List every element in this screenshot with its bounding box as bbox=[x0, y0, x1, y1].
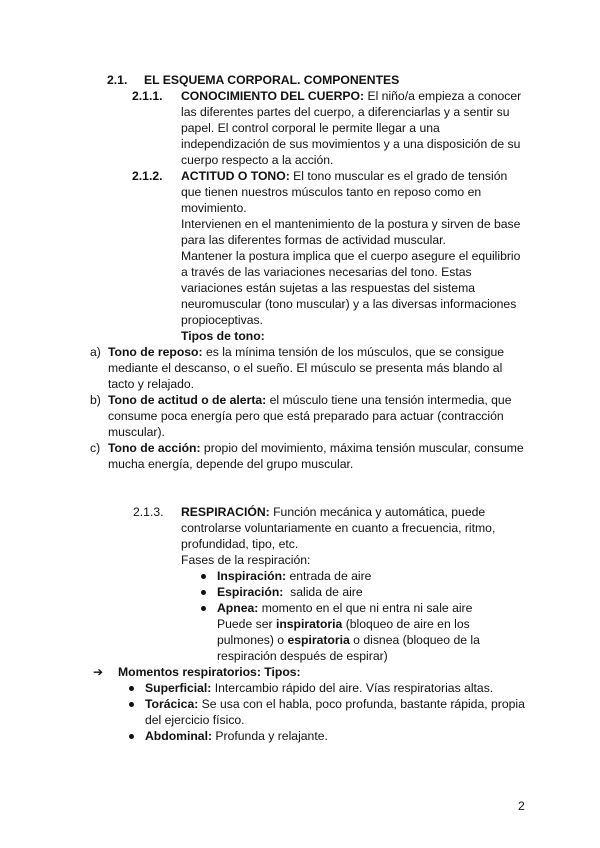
fase-term: Inspiración: bbox=[217, 569, 287, 583]
momento-term: Superficial: bbox=[145, 681, 212, 695]
section-title: EL ESQUEMA CORPORAL. COMPONENTES bbox=[144, 73, 400, 87]
paragraph-line: neuromuscular (tono muscular) y a las diversas informaciones bbox=[181, 297, 517, 311]
subsection-213-number: 2.1.3. bbox=[133, 505, 164, 519]
apnea-term: inspiratoria bbox=[275, 617, 343, 631]
apnea-text: (bloqueo de aire en los bbox=[342, 617, 470, 631]
apnea-detail-line: respiración después de espirar) bbox=[217, 649, 388, 663]
page-number: 2 bbox=[518, 799, 525, 813]
momento-item-continuation: del ejercicio físico. bbox=[145, 713, 245, 727]
bullet-icon bbox=[129, 702, 134, 707]
bullet-icon bbox=[129, 686, 134, 691]
paragraph-line: controlarse voluntariamente en cuanto a frecuencia, ritmo, bbox=[181, 521, 496, 535]
fase-item bbox=[217, 600, 472, 616]
list-item-line: consume poca energía pero que está preparado para actuar (contracción bbox=[108, 409, 504, 423]
list-item-term: Tono de acción: bbox=[108, 441, 201, 455]
subsection-213-heading: RESPIRACIÓN: bbox=[181, 505, 270, 519]
fase-item bbox=[217, 568, 371, 584]
paragraph-line: Intervienen en el mantenimiento de la postura y sirven de base bbox=[181, 217, 521, 231]
subsection-211-intro: El niño/a empieza a conocer bbox=[364, 89, 522, 103]
paragraph-line: a través de las variaciones necesarias del tono. Estas bbox=[181, 265, 472, 279]
momento-item bbox=[145, 680, 493, 696]
list-item-line: tacto y relajado. bbox=[108, 377, 195, 391]
paragraph-line: movimiento. bbox=[181, 201, 247, 215]
paragraph-line: independización de sus movimientos y a una disposición de su bbox=[181, 137, 521, 151]
list-marker: b) bbox=[90, 393, 101, 407]
momento-item bbox=[145, 728, 328, 744]
tipos-de-tono-heading: Tipos de tono: bbox=[181, 329, 265, 343]
list-item-text: es la mínima tensión de los músculos, que se consigue bbox=[202, 345, 505, 359]
fase-term: Espiración: bbox=[217, 585, 284, 599]
list-marker: a) bbox=[90, 345, 101, 359]
list-item-text: propio del movimiento, máxima tensión muscular, consume bbox=[200, 441, 524, 455]
fase-text: momento en el que ni entra ni sale aire bbox=[258, 601, 473, 615]
momento-text: Se usa con el habla, poco profunda, bastante rápida, propia bbox=[198, 697, 525, 711]
apnea-detail-line bbox=[217, 632, 480, 648]
subsection-213-first-line bbox=[181, 504, 485, 520]
subsection-211-heading: CONOCIMIENTO DEL CUERPO: bbox=[181, 89, 365, 103]
subsection-211-number: 2.1.1. bbox=[132, 89, 163, 103]
subsection-212-first-line bbox=[181, 168, 507, 184]
fase-text: entrada de aire bbox=[286, 569, 372, 583]
paragraph-line: variaciones están sujetas a las respuestas del sistema bbox=[181, 281, 476, 295]
paragraph-line: propioceptivas. bbox=[181, 313, 263, 327]
momentos-heading: Momentos respiratorios: Tipos: bbox=[118, 665, 301, 679]
list-item-first-line bbox=[108, 344, 504, 360]
list-item-term: Tono de actitud o de alerta: bbox=[108, 393, 267, 407]
bullet-icon bbox=[129, 734, 134, 739]
apnea-text: Puede ser bbox=[217, 617, 276, 631]
list-item-term: Tono de reposo: bbox=[108, 345, 203, 359]
fase-text: salida de aire bbox=[283, 585, 363, 599]
momento-item bbox=[145, 696, 525, 712]
subsection-211-first-line bbox=[181, 88, 521, 104]
list-item-line: muscular). bbox=[108, 425, 165, 439]
list-item-line: mucha energía, depende del grupo muscular. bbox=[108, 457, 354, 471]
list-item-first-line bbox=[108, 440, 524, 456]
momento-text: Intercambio rápido del aire. Vías respiratorias altas. bbox=[211, 681, 494, 695]
paragraph-line: profundidad, tipo, etc. bbox=[181, 537, 299, 551]
apnea-detail-line bbox=[217, 616, 470, 632]
arrow-icon: ➔ bbox=[93, 665, 104, 679]
paragraph-line: que tienen nuestros músculos tanto en reposo como en bbox=[181, 185, 482, 199]
subsection-213-intro: Función mecánica y automática, puede bbox=[269, 505, 486, 519]
bullet-icon bbox=[201, 574, 206, 579]
paragraph-line: Mantener la postura implica que el cuerpo asegure el equilibrio bbox=[181, 249, 521, 263]
momento-term: Torácica: bbox=[145, 697, 199, 711]
list-item-first-line bbox=[108, 392, 512, 408]
apnea-term: espiratoria bbox=[287, 633, 350, 647]
list-marker: c) bbox=[90, 441, 101, 455]
section-number: 2.1. bbox=[107, 73, 128, 87]
subsection-212-intro: El tono muscular es el grado de tensión bbox=[289, 169, 508, 183]
list-item-text: el músculo tiene una tensión intermedia, que bbox=[266, 393, 512, 407]
paragraph-line: las diferentes partes del cuerpo, a diferenciarlas y a sentir su bbox=[181, 105, 510, 119]
paragraph-line: para las diferentes formas de actividad muscular. bbox=[181, 233, 446, 247]
bullet-icon bbox=[201, 590, 206, 595]
subsection-212-number: 2.1.2. bbox=[132, 169, 163, 183]
paragraph-line: cuerpo respecto a la acción. bbox=[181, 153, 334, 167]
momento-text: Profunda y relajante. bbox=[212, 729, 328, 743]
momento-term: Abdominal: bbox=[145, 729, 213, 743]
apnea-text: pulmones) o bbox=[217, 633, 288, 647]
apnea-text: o disnea (bloqueo de la bbox=[349, 633, 480, 647]
paragraph-line: Fases de la respiración: bbox=[181, 553, 311, 567]
bullet-icon bbox=[201, 606, 206, 611]
fase-item bbox=[217, 584, 363, 600]
list-item-line: mediante el descanso, o el sueño. El músculo se presenta más blando al bbox=[108, 361, 503, 375]
subsection-212-heading: ACTITUD O TONO: bbox=[181, 169, 290, 183]
fase-term: Apnea: bbox=[217, 601, 259, 615]
paragraph-line: papel. El control corporal le permite llegar a una bbox=[181, 121, 440, 135]
